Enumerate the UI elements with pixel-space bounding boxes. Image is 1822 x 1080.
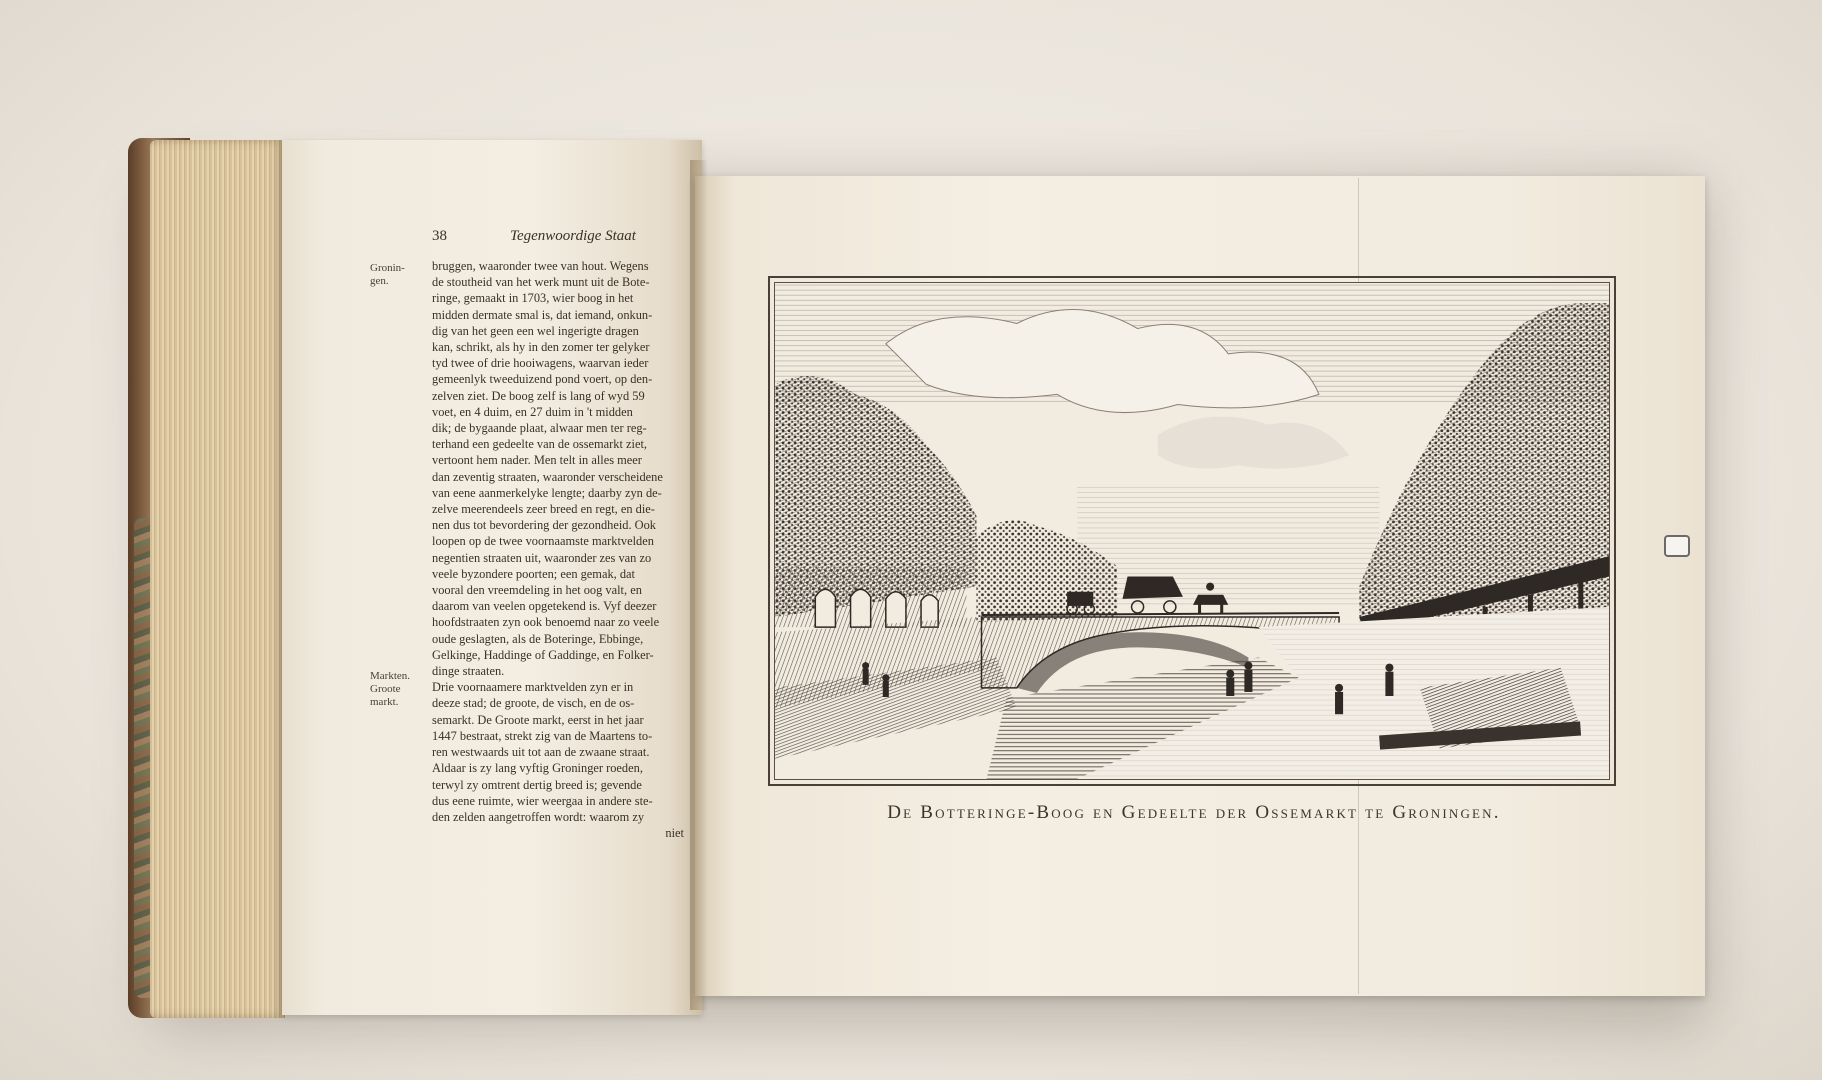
plate-caption: De Botteringe-Boog en Gedeelte der Ossemarkt te Groningen. [887, 802, 1501, 823]
text-line: nen dus tot bevordering der gezondheid. Ook [432, 518, 657, 533]
text-line: vertoont hem nader. Men telt in alles meer [432, 453, 642, 468]
text-line: deeze stad; de groote, de visch, en de os- [432, 696, 635, 711]
text-line: 1447 bestraat, strekt zig van de Maartens to- [432, 728, 653, 743]
text-line: Drie voornaamere marktvelden zyn er in [432, 680, 634, 695]
text-line: dinge straaten. [432, 664, 505, 679]
text-line: de stoutheid van het werk munt uit de Bote- [432, 275, 650, 290]
text-line: dig van het geen een wel ingerigte dragen [432, 323, 639, 338]
margin-note-line: gen. [370, 275, 389, 287]
page-edges [150, 140, 285, 1018]
text-line: zelve meerendeels zeer breed en regt, en die- [432, 502, 655, 517]
bookmark-clip [1664, 535, 1690, 557]
margin-note-line: markt. [370, 696, 399, 708]
book-gutter [690, 160, 708, 1010]
page-number: 38 [432, 228, 447, 244]
margin-note-markets [370, 670, 428, 709]
text-line: veele byzondere poorten; een gemak, dat [432, 566, 635, 581]
text-line: tyd twee of drie hooiwagens, waarvan ieder [432, 356, 649, 371]
text-line: den zelden aangetroffen wordt: waarom zy [432, 809, 645, 824]
margin-note-line: Gronin- [370, 262, 405, 274]
text-line: bruggen, waaronder twee van hout. Wegens [432, 259, 649, 273]
text-line: loopen op de twee voornaamste marktvelden [432, 534, 654, 549]
text-line: terhand een gedeelte van de ossemarkt ziet, [432, 437, 648, 452]
text-line: oude geslagten, als de Boteringe, Ebbinge, [432, 631, 644, 646]
margin-note-line: Markten. [370, 670, 411, 682]
text-line: voet, en 4 duim, en 27 duim in 't midden [432, 404, 633, 419]
text-line: dus eene ruimte, wier weergaa in andere ste- [432, 793, 653, 808]
running-title: Tegenwoordige Staat [510, 228, 636, 244]
margin-note-city [370, 262, 428, 288]
engraving-illustration [775, 283, 1609, 779]
text-line: gemeenlyk tweeduizend pond voert, op den- [432, 372, 653, 387]
margin-note-line: Groote [370, 683, 401, 695]
text-line: Aldaar is zy lang vyftig Groninger roeden, [432, 761, 643, 776]
text-line: terwyl zy omtrent dertig breed is; gevende [432, 777, 642, 792]
engraving-image [774, 282, 1610, 780]
engraving-plate [768, 276, 1616, 786]
text-line: negentien straaten uit, waaronder zes van zo [432, 550, 652, 565]
text-line: hoofdstraaten zyn ook benoemd naar zo veele [432, 615, 660, 630]
text-line: niet [665, 826, 684, 841]
text-line: vooral den vreemdeling in het oog valt, en [432, 583, 642, 598]
text-line: dik; de bygaande plaat, alwaar men ter reg- [432, 421, 647, 436]
text-line: daarom van veelen opgetekend is. Vyf deezer [432, 599, 657, 614]
text-line: ringe, gemaakt in 1703, wier boog in het [432, 291, 634, 306]
text-line: zelven ziet. De boog zelf is lang of wyd 59 [432, 388, 645, 403]
text-line: ren westwaards uit tot aan de zwaane straat. [432, 745, 650, 760]
text-line: Gelkinge, Haddinge of Gaddinge, en Folker- [432, 647, 654, 662]
text-line: kan, schrikt, als hy in den zomer ter gelyker [432, 340, 650, 355]
text-line: midden dermate smal is, dat iemand, onkun- [432, 307, 653, 322]
text-line: dan zeventig straaten, waaronder verscheidene [432, 469, 663, 484]
text-line: semarkt. De Groote markt, eerst in het jaar [432, 712, 644, 727]
page-body-text [432, 258, 684, 841]
text-line: van eene aanmerkelyke lengte; daarby zyn de- [432, 485, 662, 500]
